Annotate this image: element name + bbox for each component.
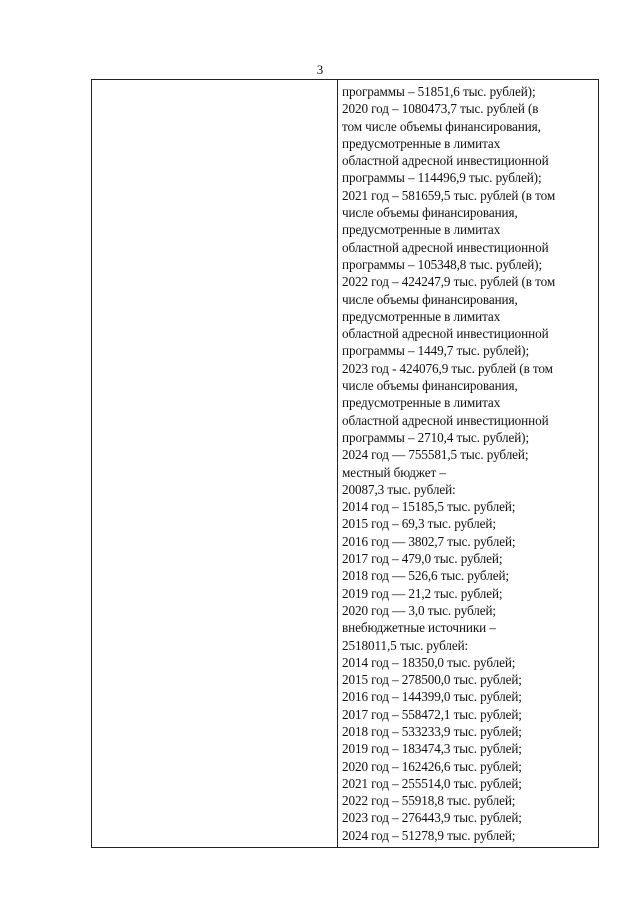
funding-line: числе объемы финансирования,	[342, 205, 518, 221]
funding-line: программы – 105348,8 тыс. рублей);	[342, 256, 543, 272]
funding-line: 2020 год — 3,0 тыс. рублей;	[342, 602, 496, 618]
funding-line: внебюджетные источники –	[342, 620, 496, 636]
funding-line: 2024 год — 755581,5 тыс. рублей;	[342, 447, 529, 463]
funding-line: числе объемы финансирования,	[342, 378, 518, 394]
funding-line: 2021 год – 255514,0 тыс. рублей;	[342, 775, 522, 791]
funding-line: 2518011,5 тыс. рублей:	[342, 637, 469, 653]
funding-line: 2014 год – 15185,5 тыс. рублей;	[342, 499, 516, 515]
funding-line: программы – 51851,6 тыс. рублей);	[342, 84, 536, 99]
funding-line: областной адресной инвестиционной	[342, 239, 549, 255]
funding-line: местный бюджет –	[342, 464, 446, 480]
funding-line: программы – 2710,4 тыс. рублей);	[342, 429, 530, 445]
funding-line: 2017 год – 558472,1 тыс. рублей;	[342, 706, 522, 722]
funding-line: предусмотренные в лимитах	[342, 135, 501, 151]
funding-line: 2018 год — 526,6 тыс. рублей;	[342, 568, 509, 584]
funding-line: 2019 год — 21,2 тыс. рублей;	[342, 585, 503, 601]
funding-line: 2023 год - 424076,9 тыс. рублей (в том	[342, 360, 553, 376]
funding-line: предусмотренные в лимитах	[342, 395, 501, 411]
funding-line: 2022 год – 55918,8 тыс. рублей;	[342, 793, 516, 809]
funding-line: предусмотренные в лимитах	[342, 222, 501, 238]
funding-line: программы – 1449,7 тыс. рублей);	[342, 343, 530, 359]
funding-line: 2016 год — 3802,7 тыс. рублей;	[342, 533, 516, 549]
funding-line: 2015 год – 69,3 тыс. рублей;	[342, 516, 496, 532]
funding-line: программы – 114496,9 тыс. рублей);	[342, 170, 542, 186]
funding-line: 2017 год – 479,0 тыс. рублей;	[342, 551, 503, 567]
funding-line: областной адресной инвестиционной	[342, 153, 549, 169]
funding-table	[91, 79, 599, 848]
funding-line: областной адресной инвестиционной	[342, 326, 549, 342]
funding-line: 2023 год – 276443,9 тыс. рублей;	[342, 810, 522, 826]
funding-line: 2020 год – 162426,6 тыс. рублей;	[342, 758, 522, 774]
funding-line: 2020 год – 1080473,7 тыс. рублей (в	[342, 101, 539, 117]
funding-line: 2016 год – 144399,0 тыс. рублей;	[342, 689, 522, 705]
funding-line: 2024 год – 51278,9 тыс. рублей;	[342, 827, 516, 843]
funding-line: областной адресной инвестиционной	[342, 412, 549, 428]
table-left-column	[92, 80, 338, 847]
funding-line: 2021 год – 581659,5 тыс. рублей (в том	[342, 187, 556, 203]
funding-line: числе объемы финансирования,	[342, 291, 518, 307]
funding-line: предусмотренные в лимитах	[342, 308, 501, 324]
funding-line: 2014 год – 18350,0 тыс. рублей;	[342, 654, 516, 670]
funding-line: 2018 год – 533233,9 тыс. рублей;	[342, 723, 522, 739]
funding-line: том числе объемы финансирования,	[342, 118, 541, 134]
page-number: 3	[316, 62, 324, 77]
table-right-column	[338, 80, 598, 847]
funding-line: 2019 год – 183474,3 тыс. рублей;	[342, 741, 522, 757]
funding-line: 20087,3 тыс. рублей:	[342, 481, 456, 497]
funding-line: 2022 год – 424247,9 тыс. рублей (в том	[342, 274, 556, 290]
funding-line: 2015 год – 278500,0 тыс. рублей;	[342, 672, 522, 688]
